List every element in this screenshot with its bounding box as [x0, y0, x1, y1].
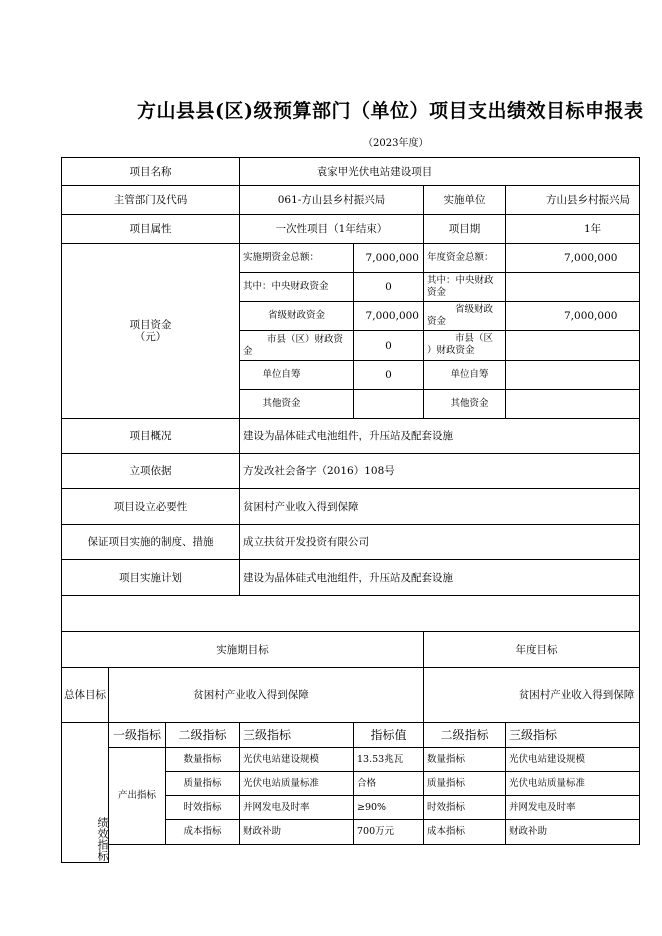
funds-central-label-y [424, 273, 506, 302]
funds-label-line1: 项目资金 [129, 319, 172, 331]
indicator-row-l2-annual: 数量指标 [424, 748, 506, 772]
indicator-level1: 产出指标 [109, 748, 166, 845]
indicator-row-l3: 并网发电及时率 [240, 796, 354, 820]
funds-city-label [240, 331, 354, 361]
basis-value: 方发改社会备字（2016）108号 [240, 454, 640, 489]
indicator-row-l2: 数量指标 [166, 748, 240, 772]
indicator-row-l3-annual: 财政补助 [506, 820, 640, 845]
indicator-row-value: ≥90% [354, 796, 424, 820]
funds-central-label-y2: 资金 [427, 287, 447, 298]
indicator-row-l2: 时效指标 [166, 796, 240, 820]
funds-city-label-y1: 市县（区 [455, 333, 494, 344]
project-name-value: 袁家甲光伏电站建设项目 [240, 157, 640, 186]
blank-row [61, 596, 640, 632]
attr-value: 一次性项目（1年结束） [240, 215, 424, 244]
indicator-row-l3-annual: 光伏电站质量标准 [506, 772, 640, 796]
funds-self-value-y [506, 361, 640, 390]
funds-central-label-y1: 其中：中央财政 [427, 275, 494, 286]
funds-self-label: 单位自筹 [240, 361, 354, 390]
funds-other-label: 其他资金 [240, 390, 354, 419]
funds-city-label-y2: ）财政资金 [427, 345, 475, 356]
overall-goal-label: 总体目标 [61, 668, 109, 723]
indicator-header-value: 指标值 [354, 723, 424, 748]
overview-value: 建设为晶体硅式电池组件，升压站及配套设施 [240, 419, 640, 454]
basis-label: 立项依据 [61, 454, 240, 489]
attr-label: 项目属性 [61, 215, 240, 244]
overview-label: 项目概况 [61, 419, 240, 454]
funds-city-label-1: 市县（区）财政资 [267, 334, 344, 345]
indicator-header-l2-annual: 二级指标 [424, 723, 506, 748]
annual-goal-header: 年度目标 [424, 632, 640, 668]
funds-central-value: 0 [354, 273, 424, 302]
funds-provincial-label-y1: 省级财政 [455, 304, 494, 315]
funds-provincial-label: 省级财政资金 [240, 302, 354, 331]
funds-central-label: 其中：中央财政资金 [240, 273, 354, 302]
dept-label: 主管部门及代码 [61, 186, 240, 215]
indicator-row-value: 13.53兆瓦 [354, 748, 424, 772]
impl-unit-value: 方山县乡村振兴局 [506, 186, 640, 215]
funds-other-label-y: 其他资金 [424, 390, 506, 419]
overall-goal-annual: 贫困村产业收入得到保障 [424, 668, 640, 723]
period-label: 项目期 [424, 215, 506, 244]
necessity-label: 项目设立必要性 [61, 489, 240, 525]
indicator-header-l3-annual: 三级指标 [506, 723, 640, 748]
funds-total-label: 实施期资金总额： [240, 244, 354, 273]
period-value: 1年 [506, 215, 640, 244]
indicator-row-l3-annual: 并网发电及时率 [506, 796, 640, 820]
impl-goal-header: 实施期目标 [61, 632, 424, 668]
funds-provincial-label-y [424, 302, 506, 331]
form-table [61, 157, 635, 861]
page-title: 方山县县(区)级预算部门（单位）项目支出绩效目标申报表 [137, 100, 644, 122]
funds-central-value-y [506, 273, 640, 302]
indicator-row-l2: 成本指标 [166, 820, 240, 845]
funds-self-label-y: 单位自筹 [424, 361, 506, 390]
funds-city-value: 0 [354, 331, 424, 361]
indicator-row-l2: 质量指标 [166, 772, 240, 796]
indicator-row-value: 合格 [354, 772, 424, 796]
indicator-row-l2-annual: 质量指标 [424, 772, 506, 796]
funds-label [61, 244, 240, 419]
indicator-row-l2-annual: 成本指标 [424, 820, 506, 845]
plan-value: 建设为晶体硅式电池组件，升压站及配套设施 [240, 560, 640, 596]
indicator-header-l3: 三级指标 [240, 723, 354, 748]
funds-provincial-value-y: 7,000,000 [506, 302, 640, 331]
project-name-label: 项目名称 [61, 157, 240, 186]
funds-city-label-y [424, 331, 506, 361]
fiscal-year: （2023年度） [363, 138, 429, 149]
indicator-header-l1: 一级指标 [109, 723, 166, 748]
overall-goal-impl: 贫困村产业收入得到保障 [109, 668, 424, 723]
funds-city-label-2: 金 [243, 346, 253, 357]
funds-year-total-label: 年度资金总额： [424, 244, 506, 273]
indicator-header-l2: 二级指标 [166, 723, 240, 748]
measures-label: 保证项目实施的制度、措施 [61, 525, 240, 560]
dept-value: 061-方山县乡村振兴局 [240, 186, 424, 215]
funds-provincial-label-y2: 资金 [427, 316, 447, 327]
indicator-row-l3-annual: 光伏电站建设规模 [506, 748, 640, 772]
funds-self-value: 0 [354, 361, 424, 390]
funds-label-line2: （元） [134, 331, 167, 343]
impl-unit-label: 实施单位 [424, 186, 506, 215]
measures-value: 成立扶贫开发投资有限公司 [240, 525, 640, 560]
indicator-row-l3: 光伏电站建设规模 [240, 748, 354, 772]
funds-total-value: 7,000,000 [354, 244, 424, 273]
funds-city-value-y [506, 331, 640, 361]
indicator-row-l3: 财政补助 [240, 820, 354, 845]
indicators-side-label: 绩效指标 [61, 723, 109, 863]
funds-provincial-value: 7,000,000 [354, 302, 424, 331]
funds-year-total-value: 7,000,000 [506, 244, 640, 273]
indicator-row-l3: 光伏电站质量标准 [240, 772, 354, 796]
funds-other-value-y [506, 390, 640, 419]
indicator-row-l2-annual: 时效指标 [424, 796, 506, 820]
plan-label: 项目实施计划 [61, 560, 240, 596]
necessity-value: 贫困村产业收入得到保障 [240, 489, 640, 525]
funds-other-value [354, 390, 424, 419]
indicator-row-value: 700万元 [354, 820, 424, 845]
